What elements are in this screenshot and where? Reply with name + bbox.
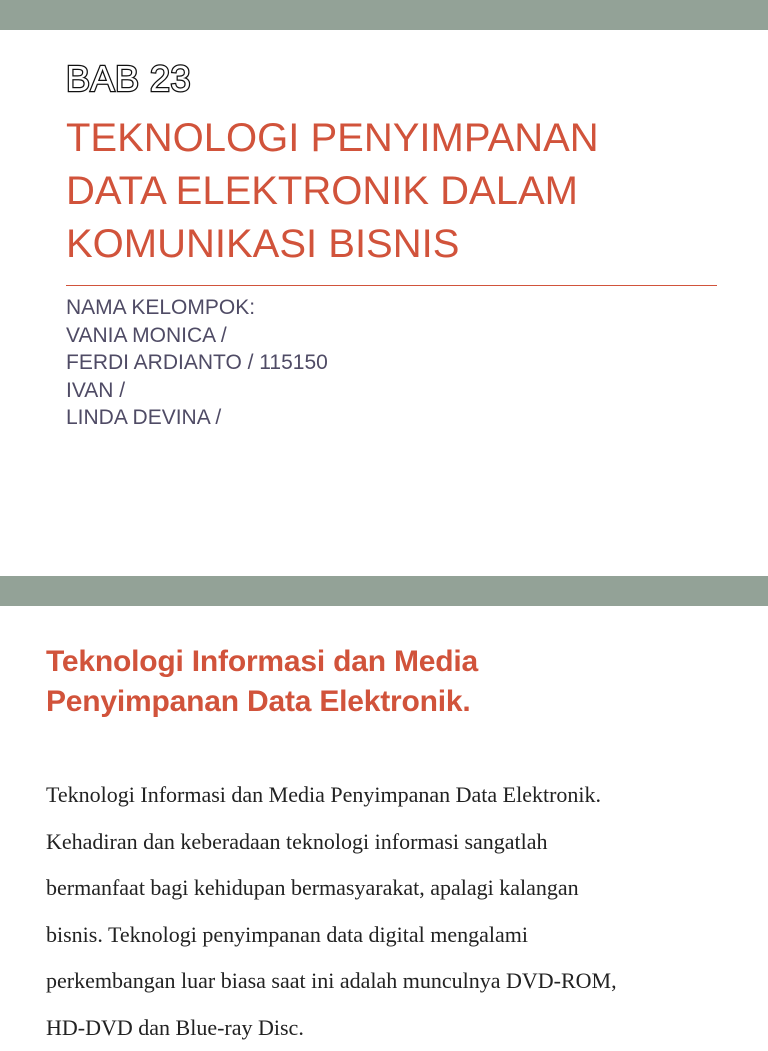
content-heading-line: Penyimpanan Data Elektronik. xyxy=(46,682,478,722)
paragraph-line: HD-DVD dan Blue-ray Disc. xyxy=(46,1005,746,1051)
paragraph-line: Teknologi Informasi dan Media Penyimpanan Data Elektronik. xyxy=(46,772,746,819)
slide-separator-band xyxy=(0,576,768,606)
content-paragraph xyxy=(46,772,746,1051)
slide-title-line: DATA ELEKTRONIK DALAM xyxy=(66,165,726,218)
content-slide xyxy=(0,606,768,1024)
slide-title xyxy=(66,112,726,271)
content-heading-line: Teknologi Informasi dan Media xyxy=(46,642,478,682)
title-divider xyxy=(66,285,717,286)
title-slide xyxy=(0,30,768,576)
paragraph-line: bisnis. Teknologi penyimpanan data digital mengalami xyxy=(46,912,746,959)
paragraph-line: Kehadiran dan keberadaan teknologi informasi sangatlah xyxy=(46,819,746,866)
group-label: NAMA KELOMPOK: xyxy=(66,294,328,322)
chapter-label: BAB 23 xyxy=(66,58,191,100)
content-heading xyxy=(46,642,478,722)
paragraph-line: bermanfaat bagi kehidupan bermasyarakat, apalagi kalangan xyxy=(46,865,746,912)
member-item: LINDA DEVINA / xyxy=(66,404,328,432)
slide-title-line: TEKNOLOGI PENYIMPANAN xyxy=(66,112,726,165)
paragraph-line: perkembangan luar biasa saat ini adalah munculnya DVD-ROM, xyxy=(46,958,746,1005)
slide-title-line: KOMUNIKASI BISNIS xyxy=(66,218,726,271)
member-item: FERDI ARDIANTO / 115150 xyxy=(66,349,328,377)
member-item: IVAN / xyxy=(66,377,328,405)
group-member-list xyxy=(66,294,328,432)
top-band xyxy=(0,0,768,30)
member-item: VANIA MONICA / xyxy=(66,322,328,350)
